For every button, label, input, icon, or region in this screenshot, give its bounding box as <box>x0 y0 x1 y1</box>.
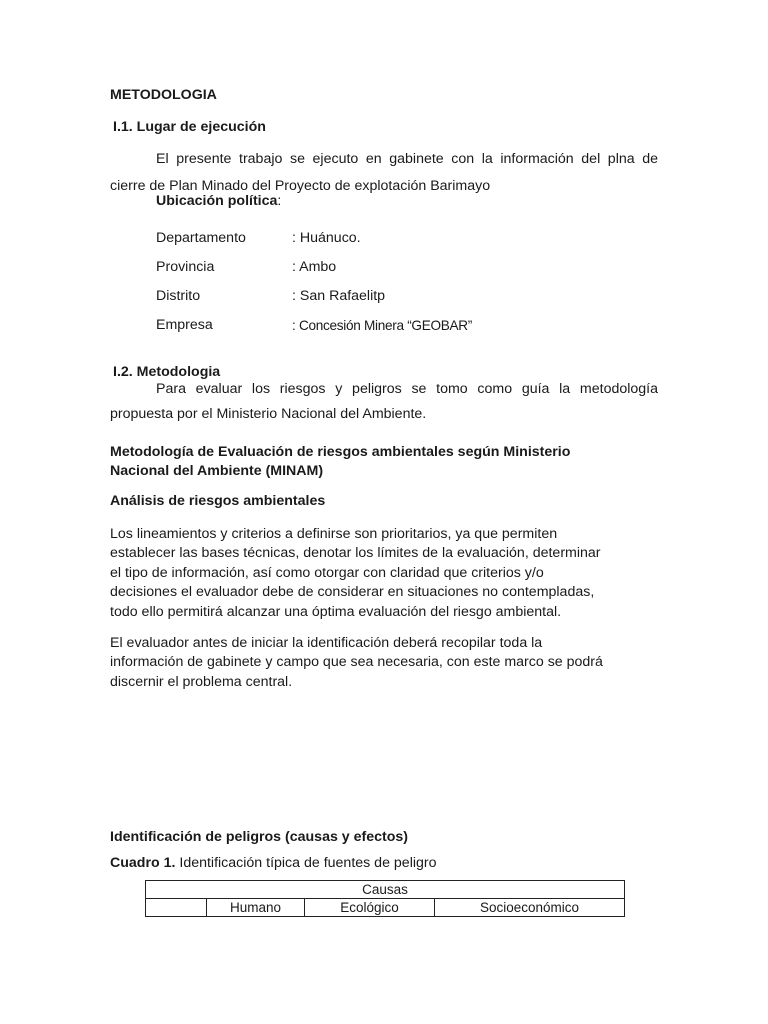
evaluador-paragraph <box>110 634 658 692</box>
row-provincia-label: Provincia <box>156 259 215 275</box>
paragraph-line: el tipo de información, así como otorgar con claridad que criterios y/o <box>110 564 544 581</box>
paragraph-line: Los lineamientos y criterios a definirse son prioritarios, ya que permiten <box>110 526 558 542</box>
analisis-paragraph <box>110 525 658 622</box>
paragraph-line: discernir el problema central. <box>110 673 293 690</box>
document-title: METODOLOGIA <box>110 87 217 103</box>
table-cell-empty <box>146 899 207 917</box>
table-cell-socioeconomico: Socioeconómico <box>435 899 625 917</box>
section-heading-lugar: I.1. Lugar de ejecución <box>113 119 266 135</box>
row-empresa-label: Empresa <box>156 317 213 333</box>
paragraph-line: decisiones el evaluador debe de considerar en situaciones no contempladas, <box>110 584 595 601</box>
row-departamento-label: Departamento <box>156 230 246 246</box>
table-columns-row <box>146 899 625 917</box>
table-cell-humano: Humano <box>207 899 305 917</box>
ubicacion-politica-colon: : <box>277 193 282 209</box>
cuadro-caption-text: Identificación típica de fuentes de peligro <box>175 855 437 871</box>
cuadro-table <box>145 880 625 917</box>
minam-heading <box>110 443 570 481</box>
row-distrito-label: Distrito <box>156 288 201 304</box>
analisis-heading: Análisis de riesgos ambientales <box>110 493 326 509</box>
table-header-causas: Causas <box>146 881 625 899</box>
paragraph-line: todo ello permitirá alcanzar una óptima evaluación del riesgo ambiental. <box>110 603 562 620</box>
section-heading-metodologia: I.2. Metodologia <box>113 364 221 380</box>
table-cell-ecologico: Ecológico <box>305 899 435 917</box>
identificacion-heading: Identificación de peligros (causas y efectos) <box>110 829 409 845</box>
row-departamento-value: : Huánuco. <box>292 230 361 246</box>
cuadro-caption <box>110 855 437 871</box>
cuadro-label: Cuadro 1. <box>110 855 176 871</box>
paragraph-line: El evaluador antes de iniciar la identificación deberá recopilar toda la <box>110 635 543 651</box>
paragraph-line: información de gabinete y campo que sea necesaria, con este marco se podrá <box>110 654 603 671</box>
lugar-paragraph-line1: El presente trabajo se ejecuto en gabinete con la información del plna de <box>156 151 658 167</box>
row-provincia-value: : Ambo <box>292 259 337 275</box>
table-header-row <box>146 881 625 899</box>
ubicacion-politica-label <box>156 193 281 209</box>
minam-heading-line1: Metodología de Evaluación de riesgos ambientales según Ministerio <box>110 444 571 460</box>
metodologia-paragraph-line1: Para evaluar los riesgos y peligros se tomo como guía la metodología <box>156 381 658 397</box>
minam-heading-line2: Nacional del Ambiente (MINAM) <box>110 463 324 479</box>
row-distrito-value: : San Rafaelitp <box>292 288 386 304</box>
paragraph-line: establecer las bases técnicas, denotar los límites de la evaluación, determinar <box>110 545 601 562</box>
row-empresa-value: : Concesión Minera “GEOBAR” <box>292 318 473 333</box>
metodologia-paragraph-line2: propuesta por el Ministerio Nacional del Ambiente. <box>110 406 427 422</box>
ubicacion-politica-text: Ubicación política <box>156 193 278 209</box>
lugar-paragraph-line2: cierre de Plan Minado del Proyecto de explotación Barimayo <box>110 178 491 194</box>
